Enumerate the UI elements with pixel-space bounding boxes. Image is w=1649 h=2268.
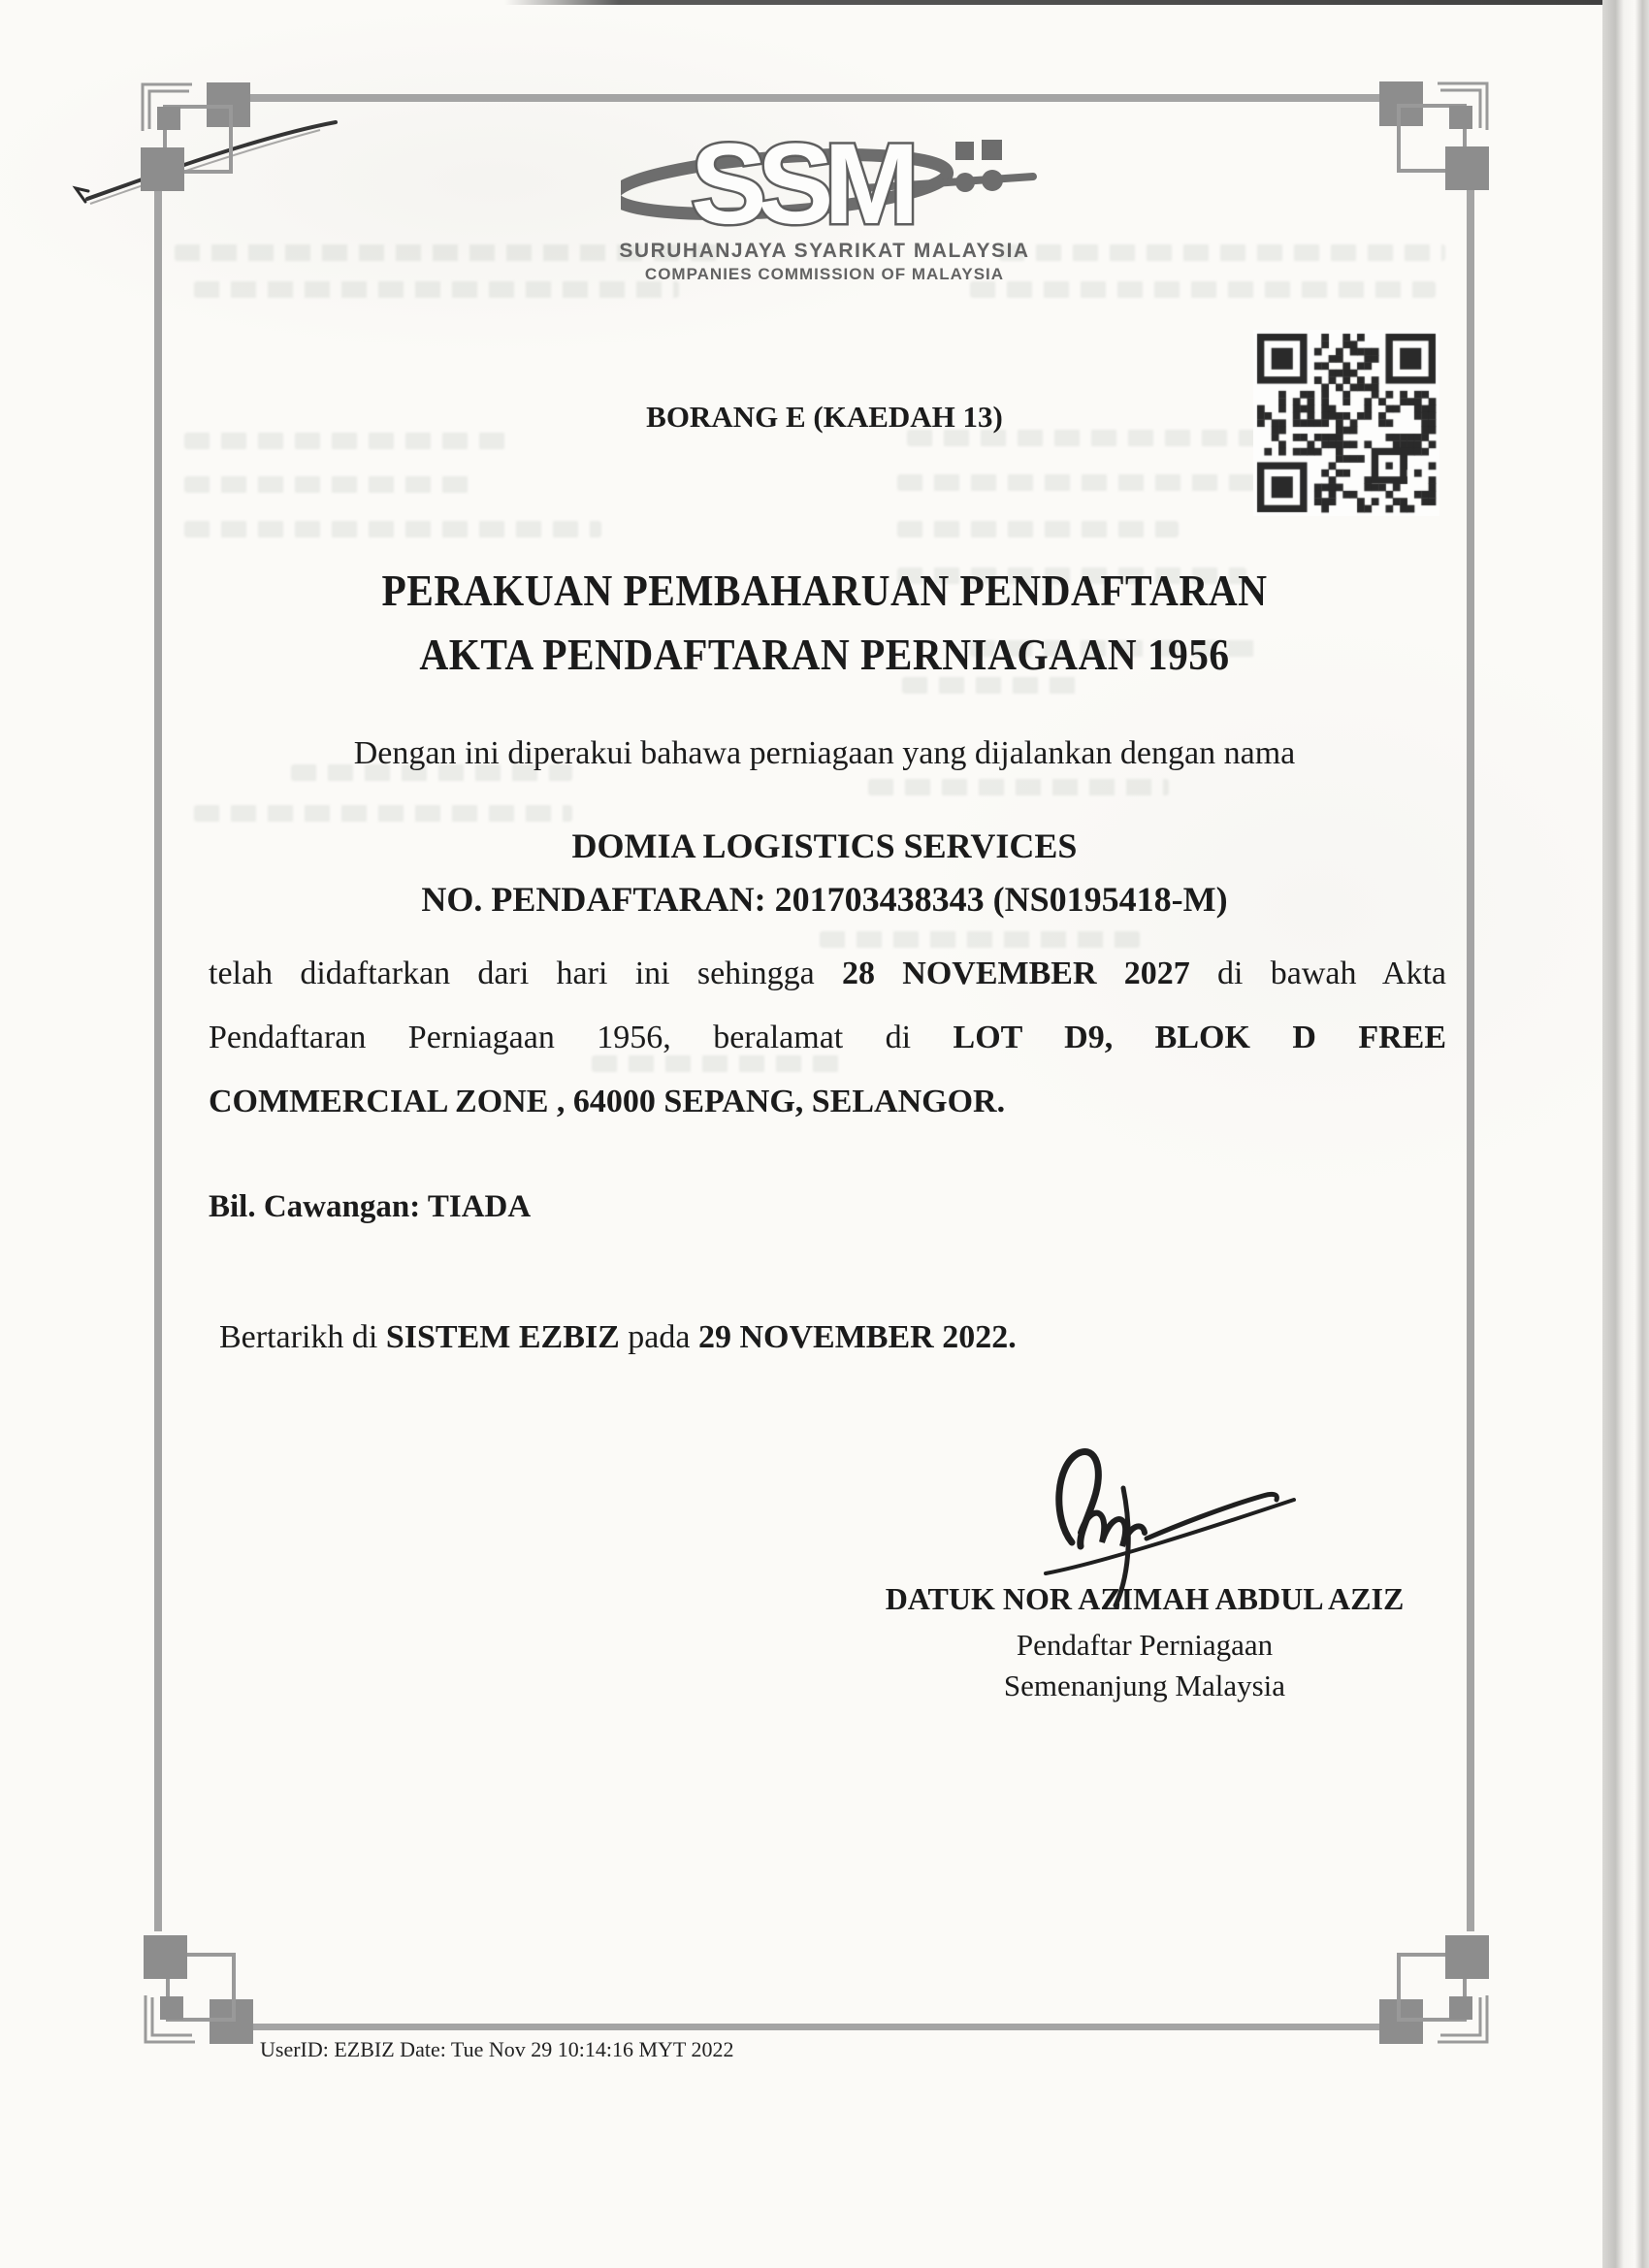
bleed-through-artifact xyxy=(184,476,475,493)
corner-ornament-bottom-right xyxy=(1374,1929,1491,2046)
signatory-name: DATUK NOR AZIMAH ABDUL AZIZ xyxy=(885,1581,1405,1616)
business-address-part1: LOT D9, BLOK D FREE xyxy=(953,1020,1446,1055)
body-text: di bawah Akta xyxy=(1189,956,1446,991)
branch-count-line: Bil. Cawangan: TIADA xyxy=(209,1189,532,1224)
form-label: BORANG E (KAEDAH 13) xyxy=(646,400,1003,434)
signatory-region: Semenanjung Malaysia xyxy=(1003,1669,1286,1702)
certificate-border-left xyxy=(154,189,162,1931)
ssm-logo xyxy=(621,122,1038,253)
ssm-acronym: SSM xyxy=(691,122,910,248)
bleed-through-artifact xyxy=(868,779,1169,795)
bleed-through-artifact xyxy=(592,1055,844,1072)
certificate-border-right xyxy=(1467,189,1474,1931)
bleed-through-artifact xyxy=(194,805,572,822)
intro-statement: Dengan ini diperakui bahawa perniagaan yang dijalankan dengan nama xyxy=(353,735,1296,771)
certificate-title-line1: PERAKUAN PEMBAHARUAN PENDAFTARAN xyxy=(381,566,1268,615)
bleed-through-artifact xyxy=(184,433,514,449)
bleed-through-artifact xyxy=(184,521,601,537)
body-text: Pendaftaran Perniagaan 1956, beralamat di xyxy=(209,1020,954,1055)
certificate-border-top xyxy=(248,94,1379,102)
dated-line xyxy=(219,1319,1017,1356)
body-text: telah didaftarkan dari hari ini sehingga xyxy=(209,956,842,991)
business-address-part2: COMMERCIAL ZONE , 64000 SEPANG, SELANGOR. xyxy=(209,1084,1006,1119)
corner-ornament-top-right xyxy=(1374,80,1491,196)
scan-right-edge-band xyxy=(1602,0,1649,2268)
bleed-through-artifact xyxy=(820,931,1140,948)
logo-caption-english: COMPANIES COMMISSION OF MALAYSIA xyxy=(644,265,1005,283)
certificate-title-line2: AKTA PENDAFTARAN PERNIAGAAN 1956 xyxy=(419,630,1230,679)
dated-text: Bertarikh di xyxy=(219,1319,386,1355)
issuing-system: SISTEM EZBIZ xyxy=(385,1319,620,1355)
body-paragraph-line2 xyxy=(209,1020,1446,1056)
expiry-date: 28 NOVEMBER 2027 xyxy=(842,956,1190,991)
body-paragraph-line1 xyxy=(209,956,1446,992)
logo-caption-malay: SURUHANJAYA SYARIKAT MALAYSIA xyxy=(619,240,1030,262)
issue-date: 29 NOVEMBER 2022. xyxy=(697,1319,1017,1355)
bleed-through-artifact xyxy=(897,521,1179,537)
signatory-role: Pendaftar Perniagaan xyxy=(1016,1628,1274,1662)
footer-user-info: UserID: EZBIZ Date: Tue Nov 29 10:14:16 MYT 2022 xyxy=(260,2037,734,2061)
corner-ornament-bottom-left xyxy=(142,1929,258,2046)
corner-ornament-top-left xyxy=(139,81,255,197)
business-name: DOMIA LOGISTICS SERVICES xyxy=(571,826,1078,865)
certificate-border-bottom xyxy=(250,2024,1381,2030)
registration-number: NO. PENDAFTARAN: 201703438343 (NS0195418-M) xyxy=(421,880,1228,919)
scan-top-edge-artifact xyxy=(504,0,1649,5)
dated-text: pada xyxy=(619,1319,698,1355)
